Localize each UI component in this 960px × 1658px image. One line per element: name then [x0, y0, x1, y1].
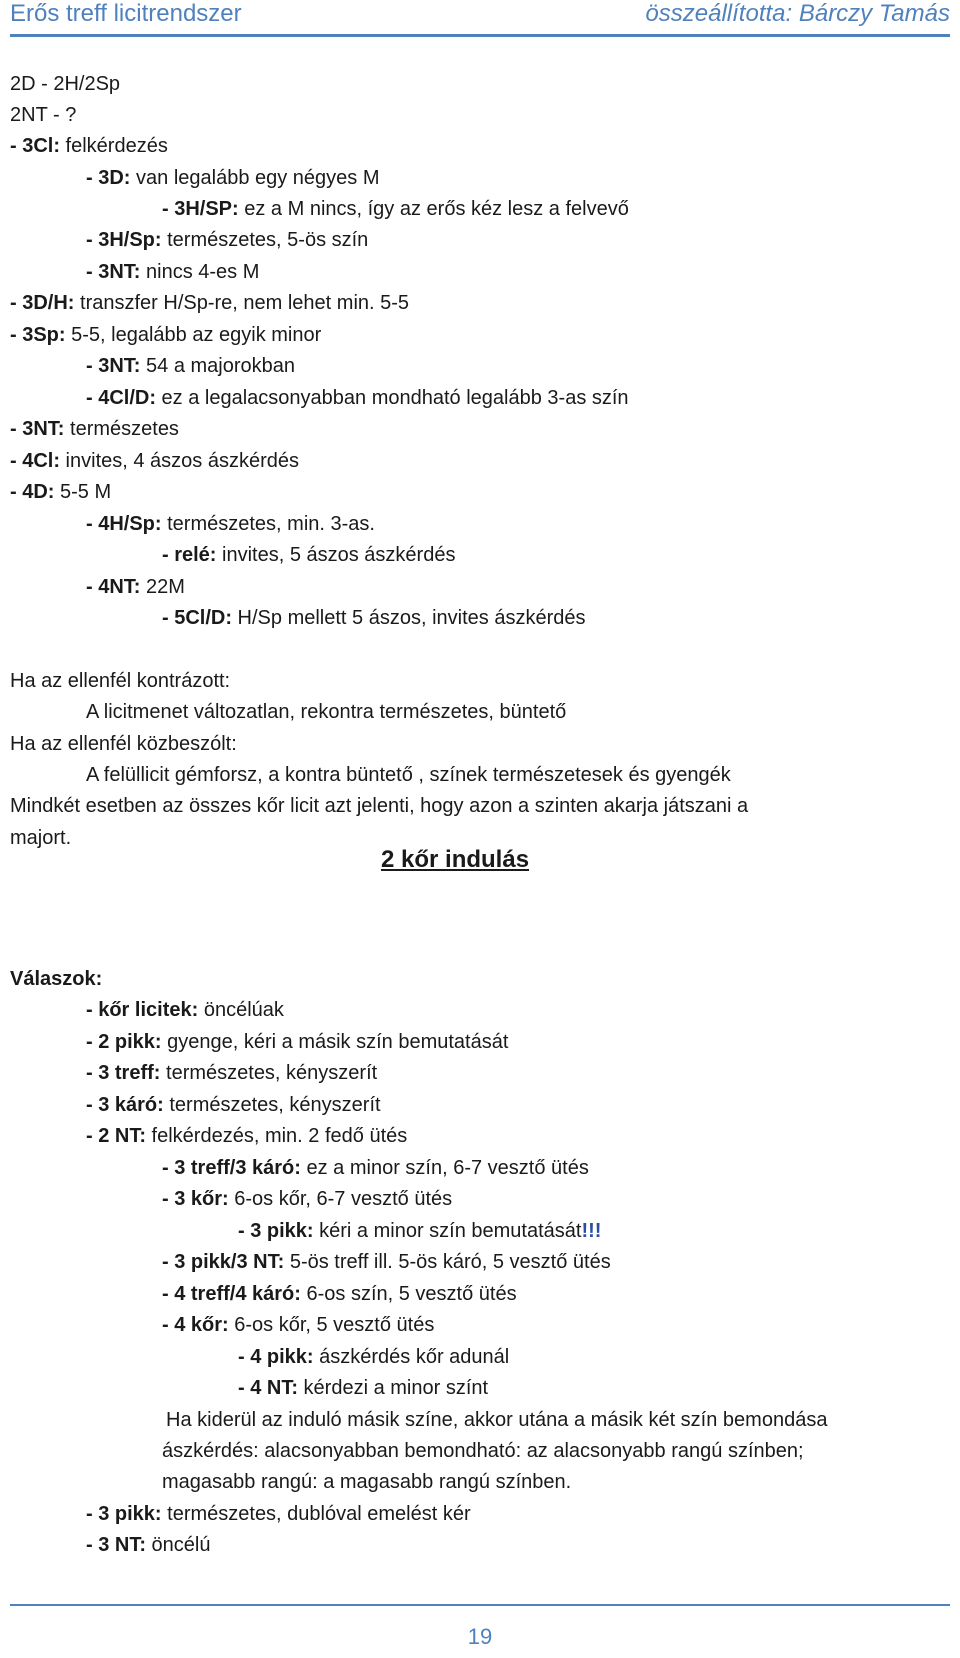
bid-description: 6-os kőr, 6-7 vesztő ütés — [228, 1188, 453, 1210]
bid-description: kérdezi a minor színt — [298, 1377, 489, 1399]
text-line — [10, 792, 748, 820]
bid-description: felkérdezés, min. 2 fedő ütés — [146, 1125, 408, 1147]
text-line — [238, 1343, 509, 1371]
bid-label: - 3Sp: — [10, 324, 66, 346]
bid-label: - 3 káró: — [86, 1094, 164, 1116]
bid-description: 2D - 2H/2Sp — [10, 73, 121, 95]
text-line — [10, 132, 168, 160]
bid-description: 22M — [140, 576, 185, 598]
bid-description: Ha az ellenfél kontrázott: — [10, 670, 231, 692]
bid-label: - 4H/Sp: — [86, 513, 162, 535]
bid-label: - 2 NT: — [86, 1125, 146, 1147]
bid-label: - 4 treff/4 káró: — [162, 1283, 301, 1305]
bid-description: 5-ös treff ill. 5-ös káró, 5 vesztő ütés — [284, 1251, 611, 1273]
bid-label: - 4 NT: — [238, 1377, 298, 1399]
bid-description: ászkérdés: alacsonyabban bemondható: az alacsonyabb rangú színben; — [162, 1440, 804, 1462]
bid-description: magasabb rangú: a magasabb rangú színben. — [162, 1471, 572, 1493]
text-line — [10, 478, 111, 506]
bid-label: - 3H/SP: — [162, 198, 239, 220]
text-line — [10, 824, 71, 852]
text-line — [86, 1059, 377, 1087]
bid-label: - 4D: — [10, 481, 55, 503]
bid-label: - 3 treff: — [86, 1062, 161, 1084]
bid-description: Ha kiderül az induló másik színe, akkor utána a másik két szín bemondása — [166, 1409, 828, 1431]
bid-description: A licitmenet változatlan, rekontra természetes, büntető — [86, 701, 567, 723]
text-line — [162, 1185, 452, 1213]
bid-label: - 4Cl: — [10, 450, 60, 472]
bid-label: - 4NT: — [86, 576, 141, 598]
footer-divider — [10, 1604, 950, 1606]
bid-description: természetes, dublóval emelést kér — [161, 1503, 471, 1525]
bid-description: 5-5, legalább az egyik minor — [65, 324, 322, 346]
bid-description: természetes, kényszerít — [163, 1094, 381, 1116]
text-line — [162, 1311, 434, 1339]
bid-description: ez a legalacsonyabban mondható legalább 3-as szín — [156, 387, 629, 409]
text-line — [162, 1437, 804, 1465]
bid-description: invites, 4 ászos ászkérdés — [60, 450, 299, 472]
text-line — [162, 195, 629, 223]
text-line — [238, 1374, 488, 1402]
bid-description: Mindkét esetben az összes kőr licit azt jelenti, hogy azon a szinten akarja játszani a — [10, 795, 749, 817]
bid-description: természetes — [64, 418, 179, 440]
bid-label: - relé: — [162, 544, 217, 566]
bid-label: - 3Cl: — [10, 135, 60, 157]
text-line — [86, 996, 284, 1024]
text-line — [86, 1028, 508, 1056]
text-line — [162, 604, 585, 632]
bid-description: A felüllicit gémforsz, a kontra büntető , színek természetesek és gyengék — [86, 764, 731, 786]
bid-description: felkérdezés — [60, 135, 168, 157]
document-author: összeállította: Bárczy Tamás — [645, 0, 950, 27]
bid-label: - 3H/Sp: — [86, 229, 162, 251]
bid-description: 6-os szín, 5 vesztő ütés — [300, 1283, 517, 1305]
text-line — [86, 258, 259, 286]
text-line — [10, 667, 230, 695]
section-heading: 2 kőr indulás — [381, 846, 530, 873]
page-header — [10, 0, 950, 37]
text-line — [162, 1468, 571, 1496]
bid-label: - 3D/H: — [10, 292, 75, 314]
bid-description: ászkérdés kőr adunál — [313, 1346, 510, 1368]
bid-label: - 3NT: — [10, 418, 65, 440]
bid-label: - 3 NT: — [86, 1534, 146, 1556]
bid-label: - 2 pikk: — [86, 1031, 162, 1053]
text-line — [10, 965, 102, 993]
bid-description: 54 a majorokban — [140, 355, 295, 377]
document-title: Erős treff licitrendszer — [10, 0, 242, 27]
bid-description: nincs 4-es M — [140, 261, 260, 283]
bid-description: kéri a minor szín bemutatását — [313, 1220, 582, 1242]
bid-description: van legalább egy négyes M — [130, 167, 380, 189]
bid-label: - 3 pikk: — [238, 1220, 314, 1242]
text-line — [166, 1406, 827, 1434]
text-line — [162, 1154, 589, 1182]
bid-description: ez a minor szín, 6-7 vesztő ütés — [300, 1157, 589, 1179]
text-line — [86, 510, 375, 538]
text-line — [86, 1531, 211, 1559]
text-line — [162, 541, 455, 569]
text-line — [86, 1122, 407, 1150]
bid-description: H/Sp mellett 5 ászos, invites ászkérdés — [232, 607, 586, 629]
text-line — [10, 101, 76, 129]
text-line — [10, 70, 120, 98]
bid-description: öncélúak — [198, 999, 284, 1021]
text-line — [86, 226, 368, 254]
bid-description: transzfer H/Sp-re, nem lehet min. 5-5 — [74, 292, 410, 314]
bid-label: Válaszok: — [10, 968, 103, 990]
text-line — [10, 321, 321, 349]
bid-label: - 3D: — [86, 167, 131, 189]
text-line — [86, 761, 731, 789]
text-line — [86, 352, 295, 380]
text-line — [162, 1280, 517, 1308]
bid-label: - 3 treff/3 káró: — [162, 1157, 301, 1179]
emphasis-mark: !!! — [581, 1220, 602, 1242]
bid-description: öncélú — [146, 1534, 211, 1556]
bid-description: természetes, kényszerít — [160, 1062, 378, 1084]
bid-description: 6-os kőr, 5 vesztő ütés — [228, 1314, 435, 1336]
bid-label: - 3NT: — [86, 355, 141, 377]
bid-label: - 3 pikk: — [86, 1503, 162, 1525]
bid-description: majort. — [10, 827, 72, 849]
page-number: 19 — [467, 1624, 493, 1649]
bid-label: - 3NT: — [86, 261, 141, 283]
text-line — [86, 1091, 381, 1119]
text-line — [86, 164, 380, 192]
text-line — [86, 698, 566, 726]
text-line — [238, 1217, 601, 1245]
bid-label: - 3 pikk/3 NT: — [162, 1251, 285, 1273]
text-line — [10, 289, 409, 317]
bid-description: Ha az ellenfél közbeszólt: — [10, 733, 237, 755]
bid-description: invites, 5 ászos ászkérdés — [216, 544, 456, 566]
text-line — [10, 730, 237, 758]
bid-description: gyenge, kéri a másik szín bemutatását — [161, 1031, 509, 1053]
text-line — [86, 573, 185, 601]
bid-description: 5-5 M — [54, 481, 112, 503]
bid-label: - 5Cl/D: — [162, 607, 232, 629]
text-line — [162, 1248, 611, 1276]
bid-description: ez a M nincs, így az erős kéz lesz a felvevő — [238, 198, 629, 220]
text-line — [86, 1500, 471, 1528]
bid-label: - 4 pikk: — [238, 1346, 314, 1368]
bid-label: - kőr licitek: — [86, 999, 199, 1021]
bid-label: - 4 kőr: — [162, 1314, 229, 1336]
bid-description: 2NT - ? — [10, 104, 77, 126]
text-line — [10, 415, 179, 443]
text-line — [86, 384, 629, 412]
bid-description: természetes, min. 3-as. — [161, 513, 375, 535]
bid-label: - 4Cl/D: — [86, 387, 156, 409]
text-line — [10, 447, 299, 475]
bid-label: - 3 kőr: — [162, 1188, 229, 1210]
bid-description: természetes, 5-ös szín — [161, 229, 369, 251]
